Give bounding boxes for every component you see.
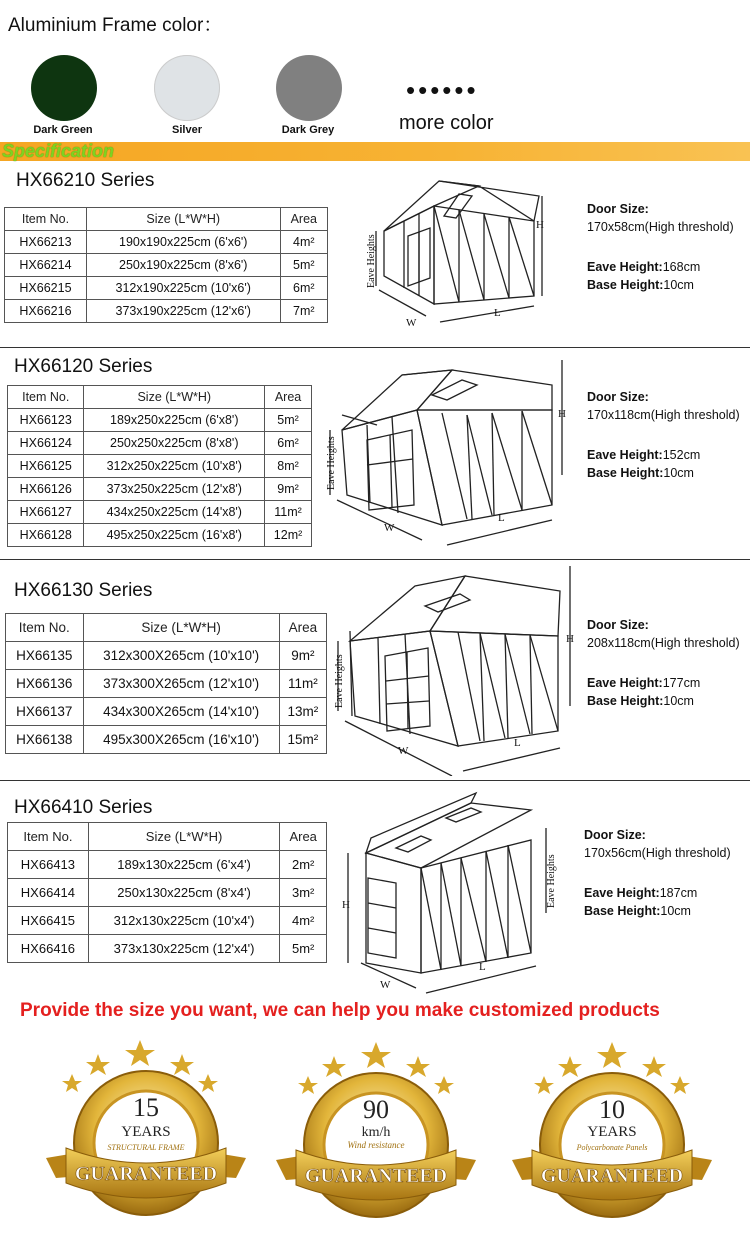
size-cell: 495x250x225cm (16'x8'): [84, 524, 265, 547]
badge-polycarbonate-panels: [508, 1040, 728, 1235]
diagram-label-h: H: [536, 219, 544, 231]
base-height-label: Base Height:: [587, 466, 664, 480]
section-divider: [0, 780, 750, 781]
base-height-value: 10cm: [663, 694, 694, 708]
area-cell: 2m²: [280, 851, 327, 879]
more-color-dots: ••••••: [406, 75, 479, 105]
frame-color-title: Aluminium Frame color：: [8, 15, 223, 36]
section-divider: [0, 559, 750, 560]
size-cell: 373x300X265cm (12'x10'): [83, 670, 279, 698]
item-no-cell: HX66214: [5, 254, 87, 277]
table-row: [8, 907, 327, 935]
base-height-value: 10cm: [663, 466, 694, 480]
table-header-row: [8, 386, 312, 409]
eave-height-label: Eave Height:: [587, 448, 663, 462]
table-row: [8, 935, 327, 963]
badge-caption: Polycarbonate Panels: [576, 1143, 648, 1152]
item-no-cell: HX66213: [5, 231, 87, 254]
spec-table-hx66120: [7, 385, 312, 547]
area-cell: 9m²: [265, 478, 312, 501]
table-row: [5, 277, 328, 300]
spec-info-hx66410: [584, 826, 731, 920]
table-row: [8, 455, 312, 478]
series-title: HX66130 Series: [14, 580, 153, 601]
badge-big-number: 15: [133, 1093, 159, 1122]
table-row: [5, 254, 328, 277]
item-no-cell: HX66135: [6, 642, 84, 670]
swatch-label-dark-grey: Dark Grey: [281, 124, 335, 136]
base-height-label: Base Height:: [587, 278, 664, 292]
diagram-label-w: W: [398, 745, 409, 757]
badge-unit: YEARS: [587, 1124, 637, 1140]
diagram-label-eave: Eave Heights: [366, 234, 377, 288]
item-no-cell: HX66138: [6, 726, 84, 754]
header-item: Item No.: [8, 386, 84, 409]
swatch-label-dark-green: Dark Green: [33, 124, 93, 136]
size-cell: 190x190x225cm (6'x6'): [86, 231, 280, 254]
door-size-label: Door Size:: [587, 390, 649, 404]
diagram-label-l: L: [498, 512, 505, 524]
diagram-label-h: H: [558, 408, 566, 420]
item-no-cell: HX66415: [8, 907, 89, 935]
header-size: Size (L*W*H): [88, 823, 280, 851]
size-cell: 250x130x225cm (8'x4'): [88, 879, 280, 907]
header-item: Item No.: [8, 823, 89, 851]
size-cell: 434x250x225cm (14'x8'): [84, 501, 265, 524]
table-row: [6, 642, 327, 670]
series-title: HX66210 Series: [16, 170, 155, 191]
area-cell: 3m²: [280, 879, 327, 907]
item-no-cell: HX66127: [8, 501, 84, 524]
table-row: [6, 698, 327, 726]
badge-structural-frame: [36, 1038, 256, 1233]
table-header-row: [5, 208, 328, 231]
table-row: [8, 524, 312, 547]
door-size-value: 170x58cm(High threshold): [587, 220, 734, 234]
eave-height-value: 177cm: [662, 676, 701, 690]
spec-info-hx66130: [587, 616, 740, 710]
series-title: HX66120 Series: [14, 356, 153, 377]
area-cell: 11m²: [265, 501, 312, 524]
spec-info-hx66120: [587, 388, 740, 482]
area-cell: 6m²: [265, 432, 312, 455]
swatch-dark-green[interactable]: [31, 55, 97, 121]
size-cell: 495x300X265cm (16'x10'): [83, 726, 279, 754]
diagram-label-eave: Eave Heights: [334, 654, 345, 708]
diagram-label-w: W: [384, 522, 395, 534]
badge-wind-resistance: [266, 1040, 486, 1235]
table-row: [6, 670, 327, 698]
table-row: [8, 432, 312, 455]
spec-table-hx66410: [7, 822, 327, 963]
area-cell: 11m²: [279, 670, 326, 698]
diagram-label-l: L: [479, 961, 486, 973]
item-no-cell: HX66416: [8, 935, 89, 963]
item-no-cell: HX66123: [8, 409, 84, 432]
eave-height-value: 168cm: [662, 260, 701, 274]
item-no-cell: HX66414: [8, 879, 89, 907]
eave-height-label: Eave Height:: [587, 260, 663, 274]
area-cell: 4m²: [280, 907, 327, 935]
base-height-label: Base Height:: [587, 694, 664, 708]
size-cell: 250x250x225cm (8'x8'): [84, 432, 265, 455]
item-no-cell: HX66215: [5, 277, 87, 300]
diagram-label-eave: Eave Heights: [326, 436, 337, 490]
door-size-value: 208x118cm(High threshold): [587, 636, 740, 650]
size-cell: 434x300X265cm (14'x10'): [83, 698, 279, 726]
base-height-value: 10cm: [660, 904, 691, 918]
item-no-cell: HX66216: [5, 300, 87, 323]
badge-unit: YEARS: [121, 1124, 171, 1140]
section-divider: [0, 347, 750, 348]
specification-heading: Specification: [2, 141, 115, 161]
area-cell: 8m²: [265, 455, 312, 478]
custom-size-promo: Provide the size you want, we can help you make customized products: [20, 1000, 660, 1021]
header-area: Area: [265, 386, 312, 409]
diagram-label-l: L: [494, 307, 501, 319]
spec-table-hx66210: [4, 207, 328, 323]
table-row: [6, 726, 327, 754]
badge-ribbon-text: GUARANTEED: [540, 1165, 684, 1187]
size-cell: 373x130x225cm (12'x4'): [88, 935, 280, 963]
header-area: Area: [280, 823, 327, 851]
item-no-cell: HX66124: [8, 432, 84, 455]
area-cell: 12m²: [265, 524, 312, 547]
area-cell: 7m²: [280, 300, 327, 323]
size-cell: 189x130x225cm (6'x4'): [88, 851, 280, 879]
table-row: [5, 231, 328, 254]
badge-unit: km/h: [361, 1125, 391, 1140]
more-color-link[interactable]: more color: [399, 112, 494, 134]
table-row: [8, 501, 312, 524]
swatch-label-silver: Silver: [172, 124, 202, 136]
size-cell: 312x130x225cm (10'x4'): [88, 907, 280, 935]
series-title: HX66410 Series: [14, 797, 153, 818]
header-item: Item No.: [6, 614, 84, 642]
size-cell: 312x250x225cm (10'x8'): [84, 455, 265, 478]
badge-big-number: 10: [599, 1095, 625, 1124]
badge-big-number: 90: [363, 1095, 389, 1124]
greenhouse-diagram-hx66210: [364, 176, 564, 336]
area-cell: 5m²: [280, 935, 327, 963]
greenhouse-diagram-hx66130: [330, 566, 580, 776]
size-cell: 373x190x225cm (12'x6'): [86, 300, 280, 323]
table-row: [8, 409, 312, 432]
area-cell: 6m²: [280, 277, 327, 300]
swatch-silver[interactable]: [154, 55, 220, 121]
eave-height-value: 152cm: [662, 448, 701, 462]
door-size-value: 170x56cm(High threshold): [584, 846, 731, 860]
table-header-row: [6, 614, 327, 642]
diagram-label-h: H: [342, 899, 350, 911]
table-row: [5, 300, 328, 323]
item-no-cell: HX66125: [8, 455, 84, 478]
header-area: Area: [280, 208, 327, 231]
area-cell: 5m²: [265, 409, 312, 432]
eave-height-value: 187cm: [659, 886, 698, 900]
door-size-label: Door Size:: [587, 618, 649, 632]
header-size: Size (L*W*H): [86, 208, 280, 231]
area-cell: 5m²: [280, 254, 327, 277]
swatch-dark-grey[interactable]: [276, 55, 342, 121]
base-height-label: Base Height:: [584, 904, 661, 918]
table-row: [8, 851, 327, 879]
table-row: [8, 478, 312, 501]
area-cell: 4m²: [280, 231, 327, 254]
size-cell: 189x250x225cm (6'x8'): [84, 409, 265, 432]
diagram-label-w: W: [380, 979, 391, 991]
badge-caption: STRUCTURAL FRAME: [107, 1143, 185, 1152]
size-cell: 312x190x225cm (10'x6'): [86, 277, 280, 300]
table-header-row: [8, 823, 327, 851]
header-size: Size (L*W*H): [84, 386, 265, 409]
base-height-value: 10cm: [663, 278, 694, 292]
item-no-cell: HX66413: [8, 851, 89, 879]
header-area: Area: [279, 614, 326, 642]
badge-ribbon-text: GUARANTEED: [304, 1165, 448, 1187]
door-size-label: Door Size:: [584, 828, 646, 842]
size-cell: 250x190x225cm (8'x6'): [86, 254, 280, 277]
badge-ribbon-text: GUARANTEED: [74, 1163, 218, 1185]
area-cell: 13m²: [279, 698, 326, 726]
door-size-value: 170x118cm(High threshold): [587, 408, 740, 422]
greenhouse-diagram-hx66410: [336, 788, 576, 998]
size-cell: 373x250x225cm (12'x8'): [84, 478, 265, 501]
eave-height-label: Eave Height:: [584, 886, 660, 900]
size-cell: 312x300X265cm (10'x10'): [83, 642, 279, 670]
item-no-cell: HX66136: [6, 670, 84, 698]
spec-info-hx66210: [587, 200, 734, 294]
item-no-cell: HX66128: [8, 524, 84, 547]
door-size-label: Door Size:: [587, 202, 649, 216]
spec-table-hx66130: [5, 613, 327, 754]
header-size: Size (L*W*H): [83, 614, 279, 642]
diagram-label-h: H: [566, 633, 574, 645]
greenhouse-diagram-hx66120: [322, 355, 572, 555]
item-no-cell: HX66137: [6, 698, 84, 726]
diagram-label-l: L: [514, 737, 521, 749]
header-item: Item No.: [5, 208, 87, 231]
badge-caption: Wind resistance: [347, 1140, 405, 1150]
area-cell: 9m²: [279, 642, 326, 670]
area-cell: 15m²: [279, 726, 326, 754]
diagram-label-eave: Eave Heights: [546, 854, 557, 908]
diagram-label-w: W: [406, 317, 417, 329]
item-no-cell: HX66126: [8, 478, 84, 501]
eave-height-label: Eave Height:: [587, 676, 663, 690]
table-row: [8, 879, 327, 907]
